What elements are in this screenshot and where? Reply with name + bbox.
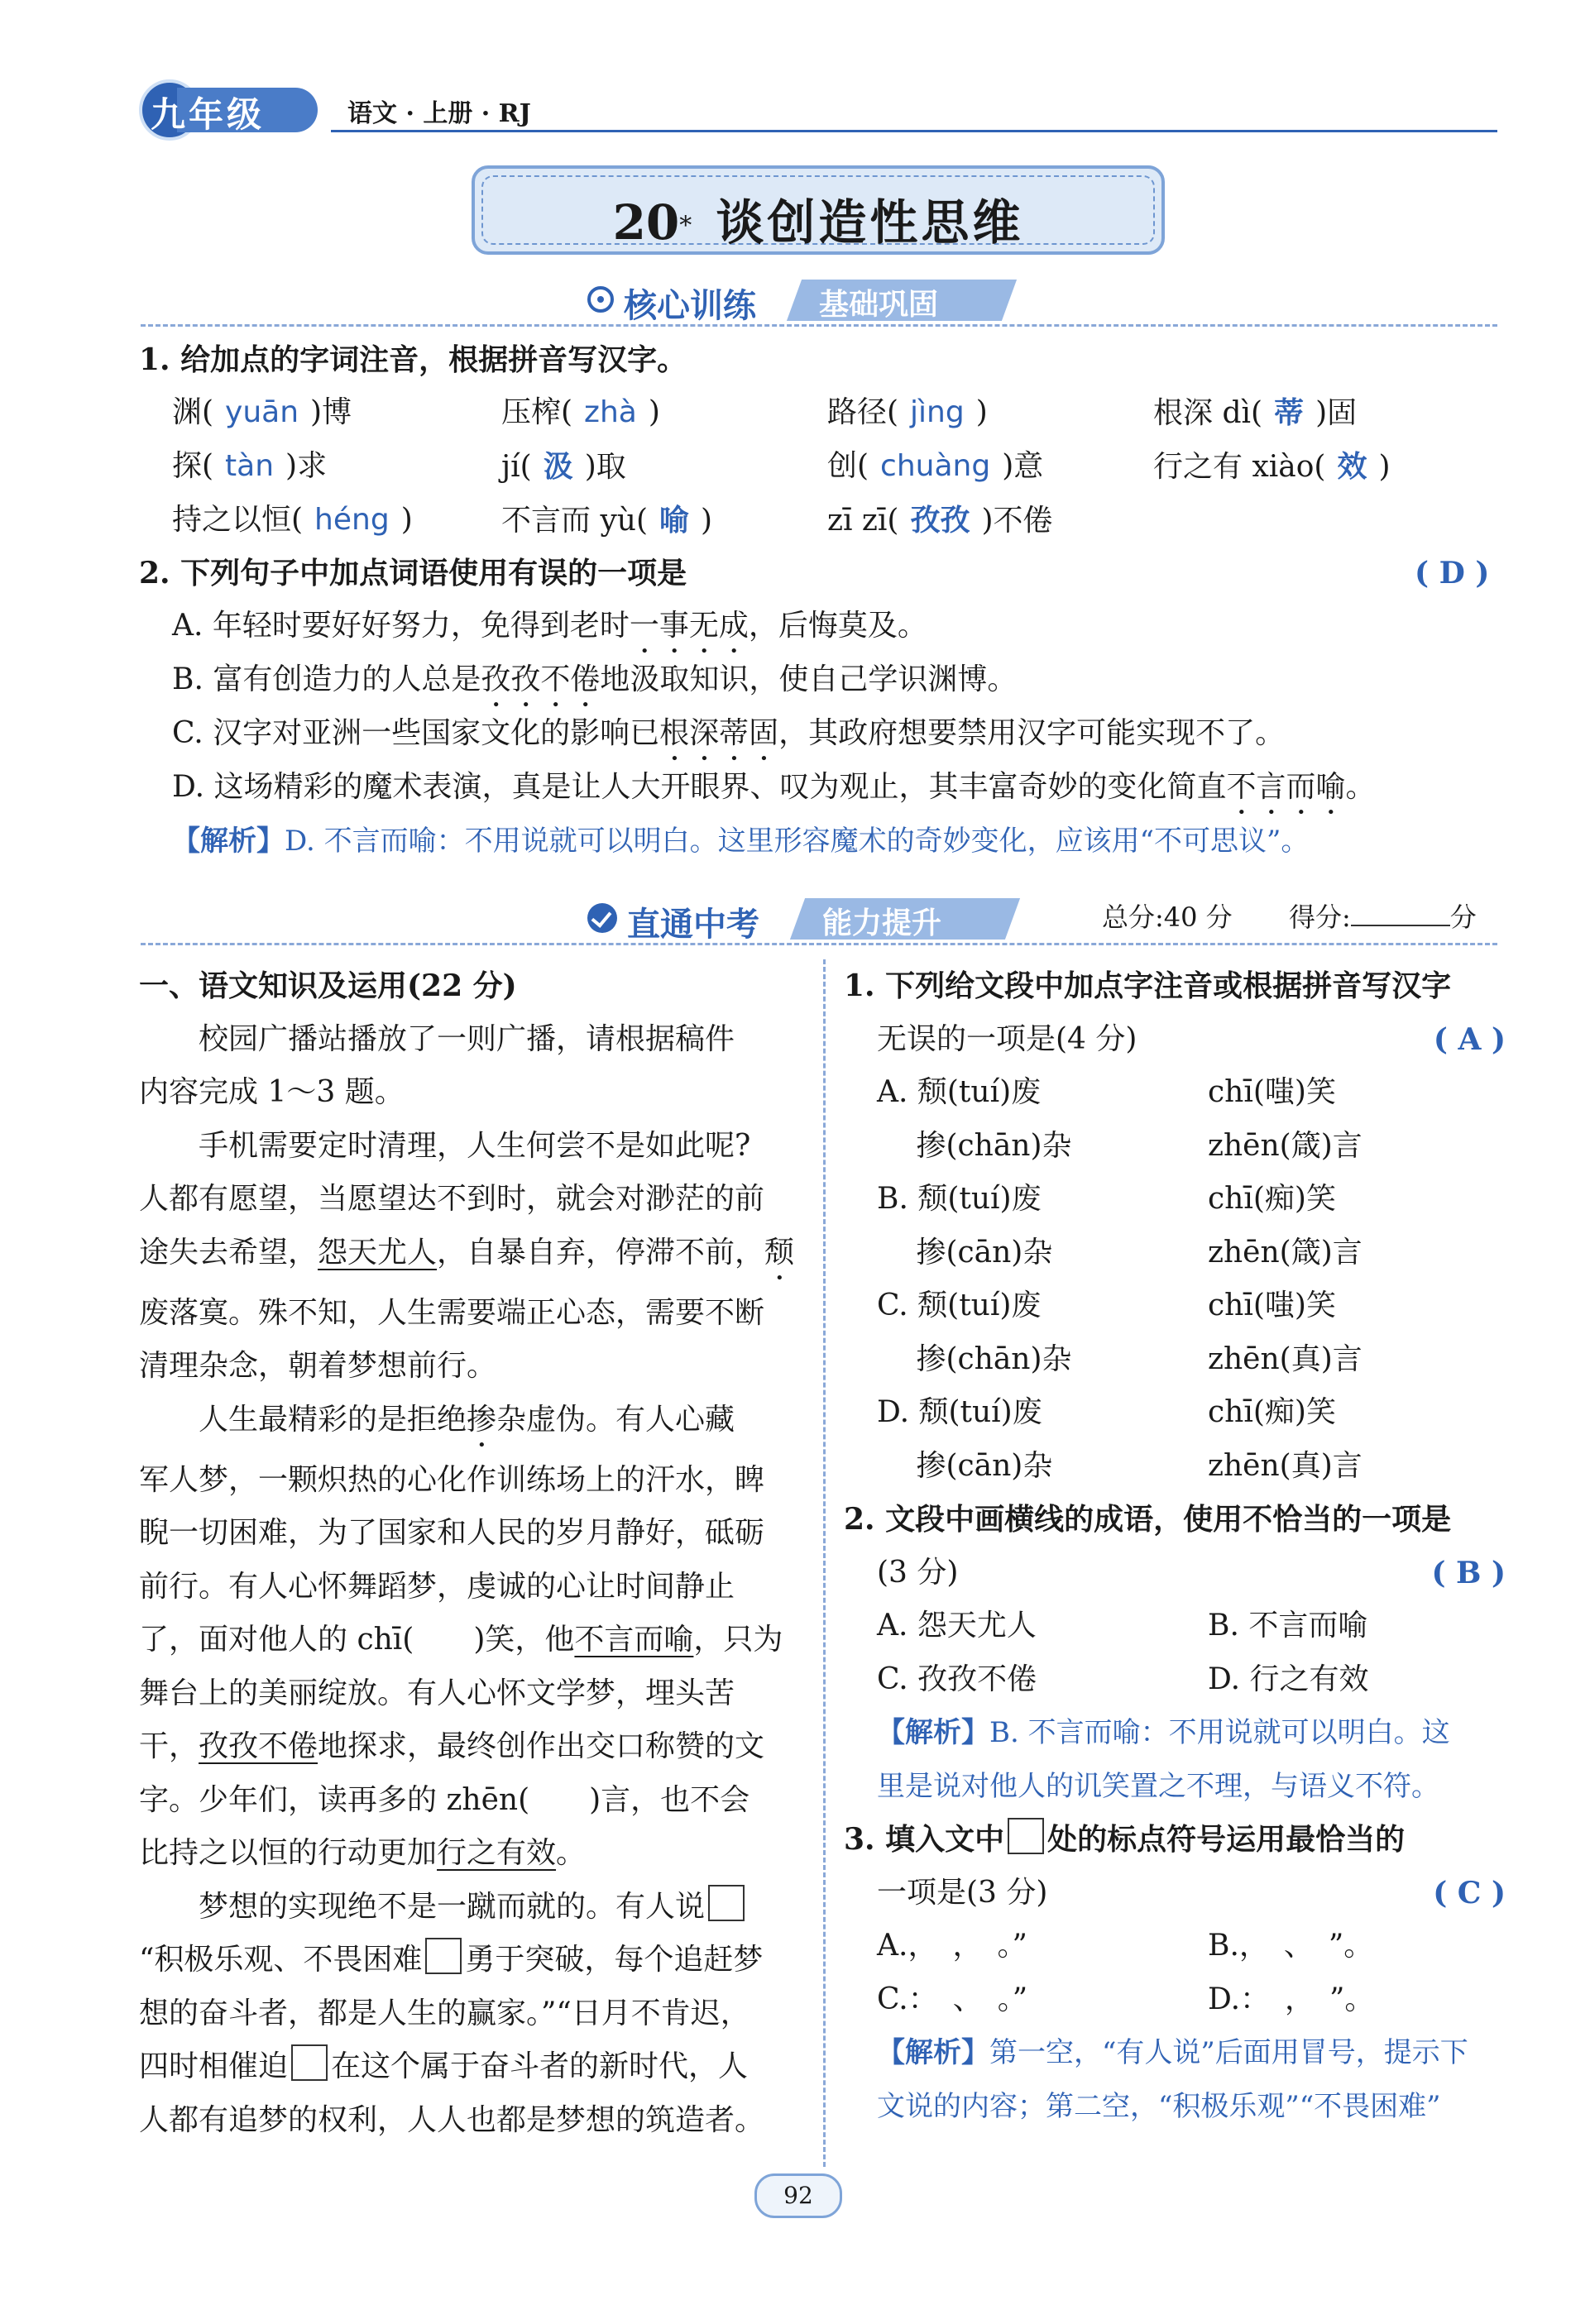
passage-line-3: 手机需要定时清理，人生何尝不是如此呢? [139, 1128, 751, 1163]
q1-answer: 效 [1337, 449, 1367, 484]
q1-item-3-1: 持之以恒( héng ) [172, 503, 413, 537]
lesson-number: 20 [612, 194, 680, 251]
rq3-options [844, 1920, 1506, 2026]
left-passage [139, 1013, 801, 2148]
passage-line-1: 校园广播站播放了一则广播，请根据稿件 [139, 1021, 735, 1056]
rq2-stem-2: (3 分) [877, 1555, 959, 1590]
passage-line-17: 梦想的实现绝不是一蹴而就的。有人说 [139, 1881, 801, 1934]
passage-line-21: 人都有追梦的权利，人人也都是梦想的筑造者。 [139, 2102, 765, 2137]
q2-option-a: A. 年轻时要好好努力，免得到老时一事无成，后悔莫及。 [172, 609, 927, 643]
rq1-options [844, 1066, 1506, 1493]
passage-line-18: “积极乐观、不畏困难 勇于突破，每个追赶梦 [139, 1934, 801, 1987]
section2-label: 直通中考 [627, 906, 759, 944]
rq3-analysis-2: 文说的内容；第二空，“积极乐观”“不畏困难” [877, 2089, 1441, 2123]
passage-line-19: 想的奋斗者，都是人生的赢家。”“日月不肯迟， [139, 1996, 750, 2030]
right-column [844, 959, 1506, 2133]
q2-analysis-tag: 【解析】 [172, 825, 285, 858]
score-total: 总分:40 分 [1102, 901, 1233, 933]
left-heading: 一、语文知识及运用(22 分) [139, 968, 517, 1003]
page-number: 92 [783, 2182, 813, 2209]
score-blank[interactable] [1351, 900, 1450, 926]
q1-item-3-3: zī zī( 孜孜 )不倦 [827, 503, 1053, 538]
header-rule [331, 130, 1497, 132]
q1-answer: 喻 [659, 503, 690, 538]
passage-line-6: 废落寞。殊不知，人生需要端正心态，需要不断 [139, 1295, 765, 1330]
q1-item-2-3: 创( chuàng )意 [827, 449, 1044, 483]
check-icon [587, 903, 617, 933]
q1-answer: zhà [584, 395, 637, 429]
section1-label: 核心训练 [624, 287, 756, 325]
section1-rule [141, 324, 1497, 327]
score-got [1289, 897, 1477, 938]
rq1-option-row: B. 颓(tuí)废 chī(痴)笑 [877, 1182, 1336, 1216]
passage-line-2: 内容完成 1～3 题。 [139, 1075, 405, 1109]
q2-option-c: C. 汉字对亚洲一些国家文化的影响已根深蒂固，其政府想要禁用汉字可能实现不了。 [172, 716, 1286, 750]
q1-item-1-3: 路径( jìng ) [827, 395, 988, 429]
q1-answer: chuàng [880, 449, 991, 483]
rq1-option-row: C. 颓(tuí)废 chī(嗤)笑 [877, 1289, 1336, 1322]
section2-tag: 能力提升 [822, 906, 942, 940]
rq1-option-row: 掺(chān)杂 zhēn(箴)言 [877, 1128, 1363, 1163]
rq1-answer: ( A ) [1433, 1021, 1506, 1057]
q2-analysis [172, 820, 1309, 862]
rq1-option-row: 掺(chān)杂 zhēn(真)言 [877, 1341, 1363, 1376]
q1-item-3-2: 不言而 yù( 喻 ) [501, 503, 713, 538]
rq3-option-row: A.， ， 。” B.， 、 ”。 [877, 1929, 1374, 1963]
q1-answer: 汲 [543, 449, 573, 484]
rq2-stem-1: 2. 文段中画横线的成语，使用不恰当的一项是 [844, 1502, 1452, 1537]
score-unit: 分 [1449, 901, 1477, 933]
punct-box-1[interactable] [708, 1885, 745, 1921]
passage-line-11: 前行。有人心怀舞蹈梦，虔诚的心让时间静止 [139, 1569, 735, 1604]
rq1-stem-1: 1. 下列给文段中加点字注音或根据拼音写汉字 [844, 968, 1452, 1003]
q1-answer: 蒂 [1274, 395, 1305, 430]
lesson-title: 谈创造性思维 [716, 194, 1024, 251]
section1-header [579, 276, 1042, 326]
section2-header [579, 895, 1042, 944]
rq2-option-row: C. 孜孜不倦 D. 行之有效 [877, 1662, 1369, 1696]
q1-answer: 孜孜 [910, 503, 970, 538]
passage-line-5: 途失去希望，怨天尤人，自暴自弃，停滞不前，颓 [139, 1235, 795, 1270]
rq3-stem-2: 一项是(3 分) [877, 1875, 1048, 1910]
rq1-option-row: 掺(cān)杂 zhēn(箴)言 [877, 1235, 1363, 1270]
q2-option-d: D. 这场精彩的魔术表演，真是让人大开眼界、叹为观止，其丰富奇妙的变化简直不言而喻。 [172, 770, 1376, 804]
q2-stem: 2. 下列句子中加点词语使用有误的一项是 [139, 556, 687, 591]
page-number-badge [754, 2173, 842, 2218]
rq1-option-row: A. 颓(tuí)废 chī(嗤)笑 [877, 1075, 1336, 1109]
rq3-box-icon [1008, 1818, 1044, 1854]
rq3-answer: ( C ) [1433, 1875, 1506, 1910]
grade-label: 九年级 [151, 94, 266, 135]
punct-box-3[interactable] [291, 2044, 328, 2081]
q1-item-2-2: jí( 汲 )取 [501, 449, 626, 484]
section2-rule [141, 943, 1497, 945]
q1-answer: tàn [225, 449, 275, 483]
rq2-options [844, 1600, 1506, 1706]
rq3-analysis-1: 【解析】第一空，“有人说”后面用冒号，提示下 [877, 2036, 1468, 2069]
rq3-option-row: C.： 、 。” D.： ， ”。 [877, 1982, 1375, 2016]
q1-stem: 1. 给加点的字词注音，根据拼音写汉字。 [139, 342, 687, 377]
q2-option-b: B. 富有创造力的人总是孜孜不倦地汲取知识，使自己学识渊博。 [172, 662, 1018, 696]
passage-line-15: 字。少年们，读再多的 zhēn( )言，也不会 [139, 1782, 750, 1817]
passage-line-20: 四时相催迫 在这个属于奋斗者的新时代，人 [139, 2040, 801, 2094]
q1-answer: héng [314, 503, 390, 537]
rq2-analysis-1: 【解析】B. 不言而喻：不用说就可以明白。这 [877, 1716, 1450, 1749]
passage-line-7: 清理杂念，朝着梦想前行。 [139, 1349, 497, 1383]
q1-item-1-4: 根深 dì( 蒂 )固 [1153, 395, 1358, 430]
q1-answer: jìng [910, 395, 965, 429]
rq1-option-row: D. 颓(tuí)废 chī(痴)笑 [877, 1395, 1336, 1429]
rq2-option-row: A. 怨天尤人 B. 不言而喻 [877, 1609, 1368, 1643]
q1-item-2-1: 探( tàn )求 [172, 449, 328, 483]
section1-tag: 基础巩固 [819, 288, 939, 322]
rq2-answer: ( B ) [1431, 1555, 1506, 1590]
q2-answer: ( D ) [1415, 556, 1490, 591]
score-got-label: 得分: [1289, 901, 1351, 933]
column-divider [823, 959, 826, 2167]
passage-line-10: 睨一切困难，为了国家和人民的岁月静好，砥砺 [139, 1516, 765, 1550]
passage-line-8: 人生最精彩的是拒绝掺杂虚伪。有人心藏 [139, 1402, 735, 1437]
q2-analysis-text: D. 不言而喻：不用说就可以明白。这里形容魔术的奇妙变化，应该用“不可思议”。 [285, 825, 1310, 858]
grade-badge [139, 79, 321, 137]
passage-line-4: 人都有愿望，当愿望达不到时，就会对渺茫的前 [139, 1182, 765, 1216]
passage-line-14: 干，孜孜不倦地探求，最终创作出交口称赞的文 [139, 1729, 765, 1763]
rq2-analysis-2: 里是说对他人的讥笑置之不理，与语义不符。 [877, 1769, 1439, 1803]
rq3-stem-1: 3. 填入文中 处的标点符号运用最恰当的 [844, 1813, 1506, 1867]
q1-item-1-2: 压榨( zhà ) [501, 395, 660, 429]
q1-answer: yuān [225, 395, 299, 429]
passage-line-16: 比持之以恒的行动更加行之有效。 [139, 1836, 587, 1870]
passage-line-13: 舞台上的美丽绽放。有人心怀文学梦，埋头苦 [139, 1676, 735, 1710]
subject-label: 语文 · 上册 · RJ [347, 99, 531, 128]
punct-box-2[interactable] [425, 1938, 462, 1974]
q1-item-2-4: 行之有 xiào( 效 ) [1153, 449, 1391, 484]
rq1-option-row: 掺(cān)杂 zhēn(真)言 [877, 1448, 1363, 1483]
rq1-stem-2: 无误的一项是(4 分) [877, 1021, 1137, 1056]
passage-line-9: 军人梦，一颗炽热的心化作训练场上的汗水，睥 [139, 1462, 765, 1497]
lesson-title-banner [472, 165, 1165, 255]
q1-item-1-1: 渊( yuān )博 [172, 395, 352, 429]
passage-line-12: 了，面对他人的 chī( )笑，他不言而喻，只为 [139, 1623, 783, 1657]
lesson-mark: * [679, 211, 692, 241]
target-icon [587, 286, 614, 313]
